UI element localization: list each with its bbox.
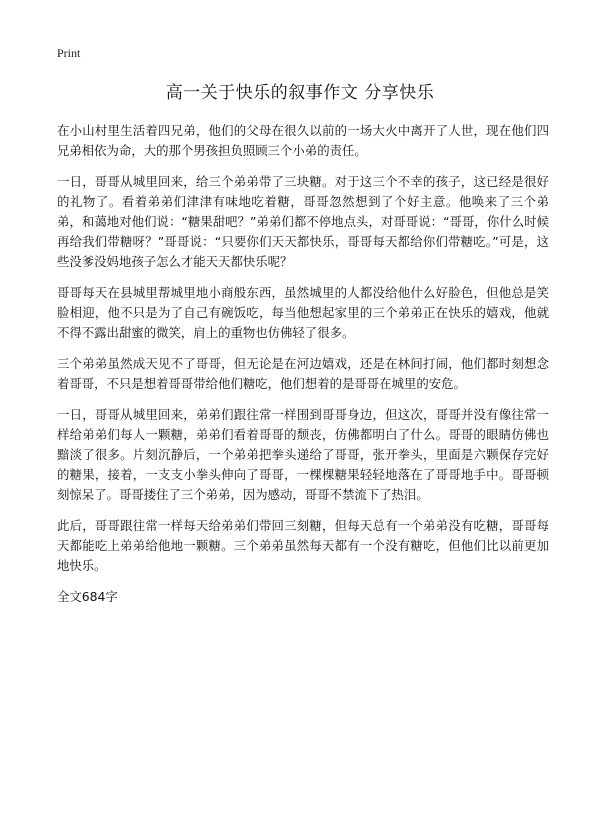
paragraph: 在小山村里生活着四兄弟，他们的父母在很久以前的一场大火中离开了人世，现在他们四兄弟相依为命，大的那个男孩担负照顾三个小弟的责任。 [57, 123, 549, 158]
paragraph: 一日，哥哥从城里回来，弟弟们跟往常一样围到哥哥身边，但这次，哥哥并没有像往常一样给弟弟们每人一颗糖，弟弟们看着哥哥的颓丧，仿佛都明白了什么。哥哥的眼睛仿佛也黯淡了很多。片刻沉静后，一个弟弟把拳头递给了哥哥，张开拳头，里面是六颗保存完好的糖果，接着，一支支小拳头伸向了哥哥，一棵棵糖果轻轻地落在了哥哥地手中。哥哥顿刻惊呆了。哥哥搂住了三个弟弟，因为感动，哥哥不禁流下了热泪。 [57, 407, 549, 502]
paragraph: 一日，哥哥从城里回来，给三个弟弟带了三块糖。对于这三个不幸的孩子，这已经是很好的礼物了。看着弟弟们津津有味地吃着糖，哥哥忽然想到了个好主意。他唤来了三个弟弟，和蔼地对他们说：“糖果甜吧？”弟弟们都不停地点头，对哥哥说：“哥哥，你什么时候再给我们带糖呀？”哥哥说：“只要你们天天都快乐，哥哥每天都给你们带糖吃。”可是，这些没爹没妈地孩子怎么才能天天都快乐呢？ [57, 174, 549, 269]
paragraph: 此后，哥哥跟往常一样每天给弟弟们带回三刻糖，但每天总有一个弟弟没有吃糖，哥哥每天都能吃上弟弟给他地一颗糖。三个弟弟虽然每天都有一个没有糖吃，但他们比以前更加地快乐。 [57, 518, 549, 573]
paragraph: 三个弟弟虽然成天见不了哥哥，但无论是在河边嬉戏，还是在林间打闹，他们都时刻想念着哥哥，不只是想着哥哥带给他们糖吃，他们想着的是哥哥在城里的安危。 [57, 356, 549, 391]
article-body [57, 121, 549, 607]
paragraph: 哥哥每天在县城里帮城里地小商般东西，虽然城里的人都没给他什么好脸色，但他总是笑脸相迎，他不只是为了自己有碗饭吃，每当他想起家里的三个弟弟正在快乐的嬉戏，他就不得不露出甜蜜的微笑，肩上的重物也仿佛轻了很多。 [57, 285, 549, 340]
article-title: 高一关于快乐的叙事作文 分享快乐 [165, 83, 435, 103]
print-link[interactable]: Print [57, 46, 81, 60]
word-count: 全文684字 [57, 589, 118, 604]
